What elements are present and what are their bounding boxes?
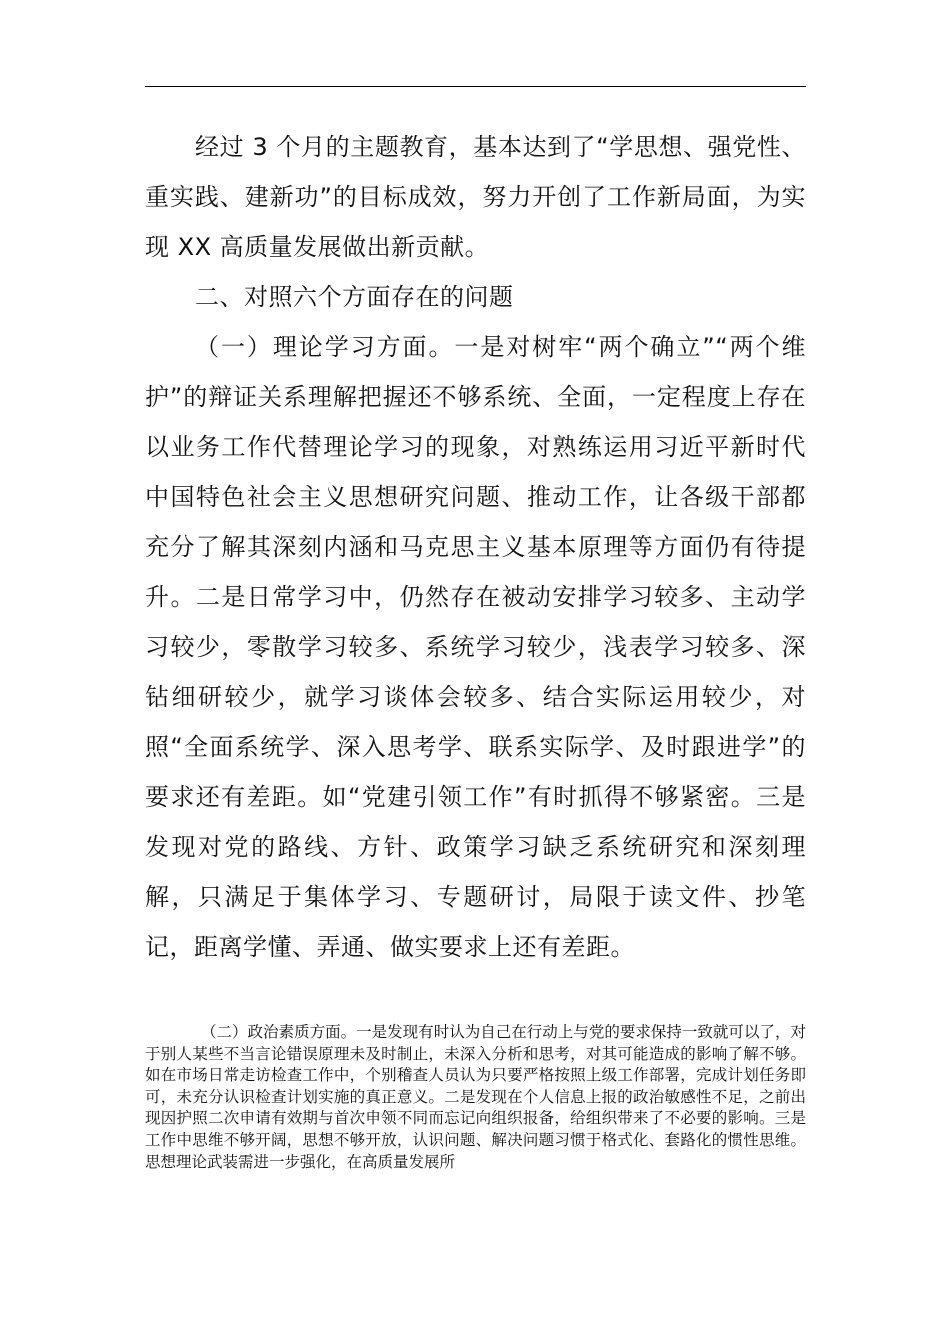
- paragraph-theory-study: （一）理论学习方面。一是对树牢“两个确立”“两个维护”的辩证关系理解把握还不够系统、全面，一定程度上存在以业务工作代替理论学习的现象，对熟练运用习近平新时代中国特色社会主义思想研究问题、推动工作，让各级干部都充分了解其深刻内涵和马克思主义基本原理等方面仍有待提升。二是日常学习中，仍然存在被动安排学习较多、主动学习较少，零散学习较多、系统学习较少，浅表学习较多、深钻细研较少，就学习谈体会较多、结合实际运用较少，对照“全面系统学、深入思考学、联系实际学、及时跟进学”的要求还有差距。如“党建引领工作”有时抓得不够紧密。三是发现对党的路线、方针、政策学习缺乏系统研究和深刻理解，只满足于集体学习、专题研讨，局限于读文件、抄笔记，距离学懂、弄通、做实要求上还有差距。: [145, 333, 806, 961]
- paragraph-summary: 经过 3 个月的主题教育，基本达到了“学思想、强党性、重实践、建新功”的目标成效，努力开创了工作新局面，为实现 XX 高质量发展做出新贡献。: [145, 133, 806, 261]
- paragraph-political-quality: （二）政治素质方面。一是发现有时认为自己在行动上与党的要求保持一致就可以了，对于别人某些不当言论错误原理未及时制止，未深入分析和思考，对其可能造成的影响了解不够。如在市场日常走访检查工作中，个别稽查人员认为只要严格按照上级工作部署，完成计划任务即可，未充分认识检查计划实施的真正意义。二是发现在个人信息上报的政治敏感性不足，之前出现因护照二次申请有效期与首次申领不同而忘记向组织报备，给组织带来了不必要的影响。三是工作中思维不够开阔，思想不够开放，认识问题、解决问题习惯于格式化、套路化的惯性思维。思想理论武装需进一步强化，在高质量发展所: [145, 1023, 806, 1171]
- header-rule: [145, 86, 806, 87]
- section-heading: 二、对照六个方面存在的问题: [195, 283, 514, 311]
